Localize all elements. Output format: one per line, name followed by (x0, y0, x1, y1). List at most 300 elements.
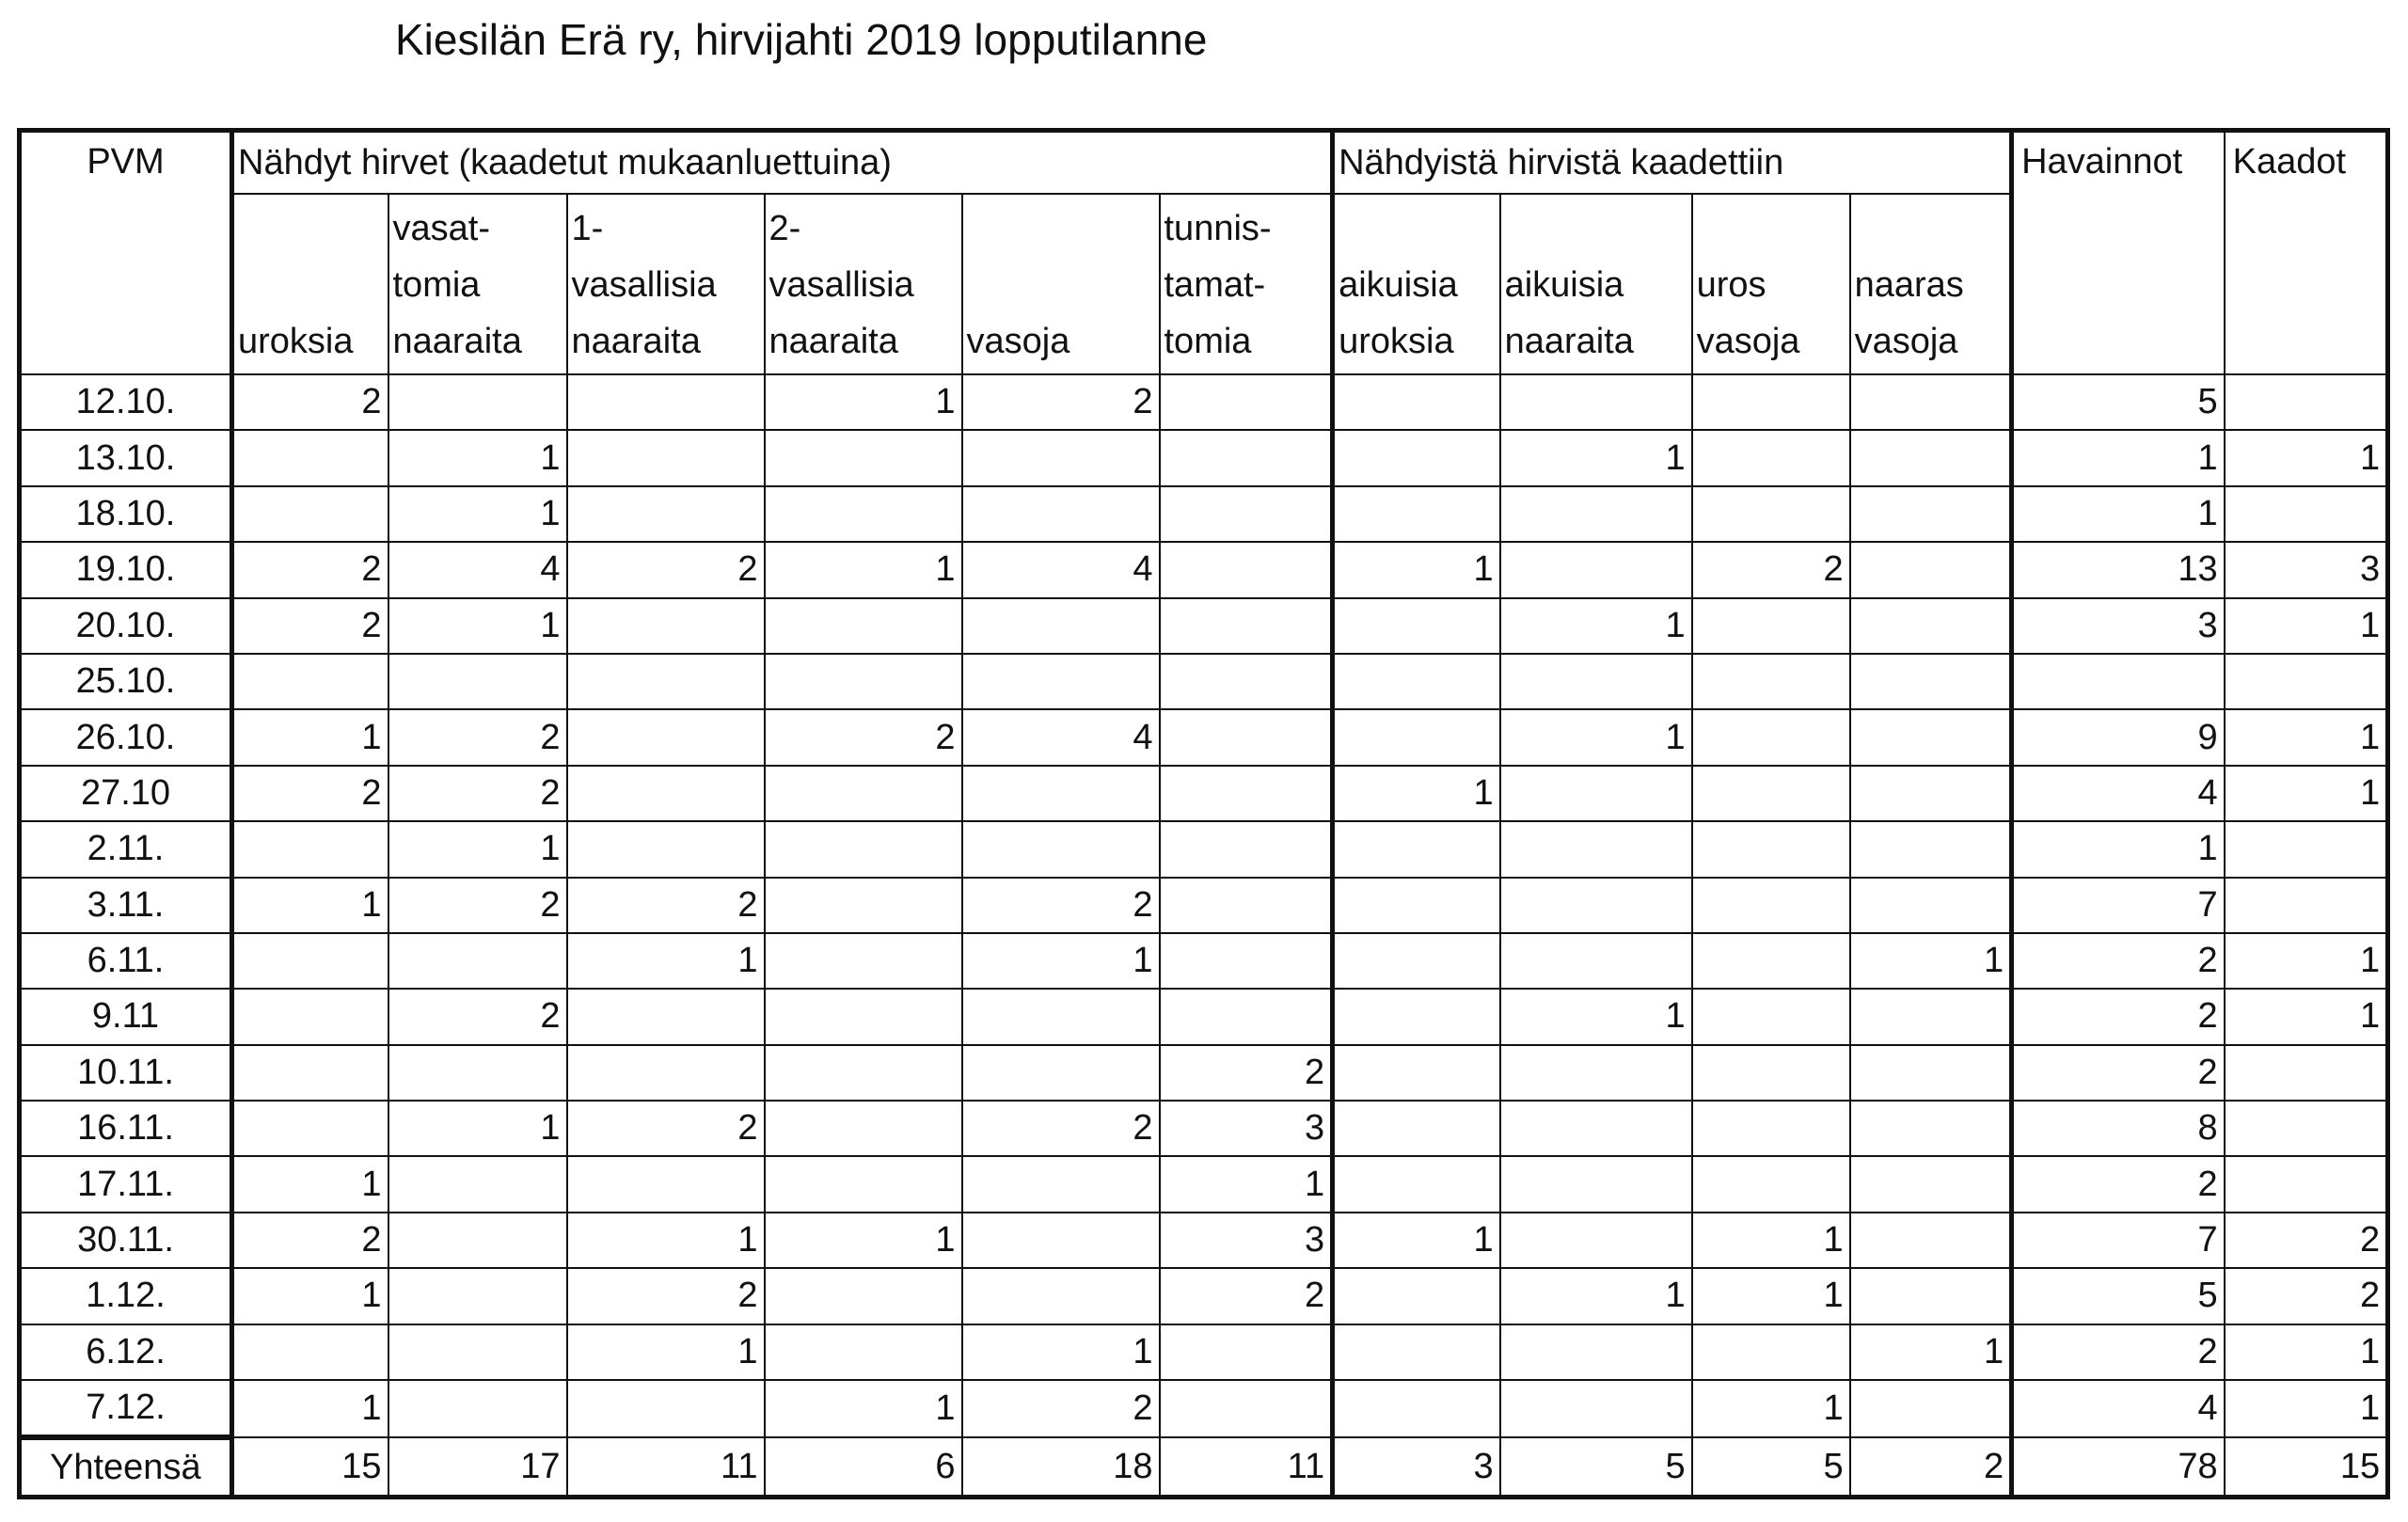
table-cell (567, 1156, 765, 1212)
header-kaadot: Kaadot (2225, 131, 2388, 375)
table-cell: 5 (2012, 1268, 2225, 1324)
table-cell: 78 (2012, 1437, 2225, 1498)
table-cell: 1 (2225, 1380, 2388, 1437)
table-cell (232, 821, 388, 877)
table-cell: 7 (2012, 878, 2225, 933)
table-cell: 1 (232, 1268, 388, 1324)
table-cell: 2 (232, 374, 388, 430)
table-cell: 2 (962, 1380, 1160, 1437)
table-cell: 1 (765, 542, 962, 597)
table-cell (1160, 1380, 1333, 1437)
table-cell (765, 1324, 962, 1380)
page-title: Kiesilän Erä ry, hirvijahti 2019 lopputilanne (395, 15, 1208, 64)
table-cell: 2 (2012, 933, 2225, 989)
table-cell: 3 (1160, 1101, 1333, 1156)
table-cell (1333, 1268, 1500, 1324)
table-cell (1850, 654, 2012, 709)
table-row (20, 486, 2388, 542)
header-seen-col-3 (567, 194, 765, 374)
table-cell: 15 (2225, 1437, 2388, 1498)
row-date: 10.11. (20, 1045, 232, 1101)
table-cell (1692, 374, 1850, 430)
table-row (20, 598, 2388, 654)
header-seen-col-2 (388, 194, 567, 374)
table-cell: 5 (2012, 374, 2225, 430)
table-cell: 1 (765, 1213, 962, 1268)
table-cell (1333, 1101, 1500, 1156)
table-cell (567, 709, 765, 765)
table-cell (388, 1156, 567, 1212)
table-cell (1160, 821, 1333, 877)
table-cell (1500, 542, 1692, 597)
row-date: 12.10. (20, 374, 232, 430)
table-cell (1500, 1156, 1692, 1212)
table-cell: 4 (962, 709, 1160, 765)
table-row (20, 1045, 2388, 1101)
table-cell (962, 598, 1160, 654)
table-cell (2225, 654, 2388, 709)
table-row (20, 374, 2388, 430)
table-cell (1333, 709, 1500, 765)
table-cell: 2 (962, 1101, 1160, 1156)
table-cell (1692, 989, 1850, 1044)
table-cell (1500, 1213, 1692, 1268)
table-cell (1160, 486, 1333, 542)
table-cell: 1 (962, 933, 1160, 989)
table-cell (765, 766, 962, 821)
table-cell: 9 (2012, 709, 2225, 765)
table-cell (1333, 878, 1500, 933)
table-cell: 3 (2225, 542, 2388, 597)
table-cell: 1 (2012, 486, 2225, 542)
table-cell (962, 1045, 1160, 1101)
table-cell (1692, 1156, 1850, 1212)
table-cell: 2 (962, 878, 1160, 933)
table-cell: 1 (1333, 766, 1500, 821)
table-cell (1692, 933, 1850, 989)
table-cell (567, 374, 765, 430)
header-killed-col-3-line-1: uros (1696, 265, 1766, 305)
total-row (20, 1437, 2388, 1498)
header-seen-col-2-line-2: tomia (392, 265, 481, 305)
table-cell: 1 (1500, 430, 1692, 485)
table-cell (232, 933, 388, 989)
header-group-killed: Nähdyistä hirvistä kaadettiin (1333, 131, 2012, 195)
row-date: 1.12. (20, 1268, 232, 1324)
table-cell (1333, 430, 1500, 485)
header-seen-col-4-line-2: vasallisia (768, 265, 914, 305)
table-cell: 1 (765, 374, 962, 430)
table-cell (388, 654, 567, 709)
table-cell (962, 430, 1160, 485)
table-cell: 1 (388, 598, 567, 654)
header-pvm: PVM (20, 131, 232, 375)
table-cell (1692, 821, 1850, 877)
table-cell (2225, 1101, 2388, 1156)
table-cell: 1 (2225, 709, 2388, 765)
row-date: 13.10. (20, 430, 232, 485)
table-cell (232, 430, 388, 485)
table-cell: 1 (2225, 933, 2388, 989)
table-row (20, 989, 2388, 1044)
table-cell (1160, 542, 1333, 597)
table-cell: 1 (567, 1213, 765, 1268)
table-cell: 2 (567, 1268, 765, 1324)
table-cell (962, 1268, 1160, 1324)
table-row (20, 654, 2388, 709)
table-cell: 1 (1850, 1324, 2012, 1380)
row-date: 18.10. (20, 486, 232, 542)
table-cell (1500, 878, 1692, 933)
table-cell (232, 1101, 388, 1156)
table-cell (1333, 654, 1500, 709)
table-cell: 1 (765, 1380, 962, 1437)
table-cell: 2 (388, 878, 567, 933)
table-cell: 1 (232, 878, 388, 933)
table-cell: 1 (567, 1324, 765, 1380)
table-row (20, 542, 2388, 597)
table-row (20, 878, 2388, 933)
header-seen-col-5 (962, 194, 1160, 374)
table-cell (1500, 486, 1692, 542)
table-cell (2225, 878, 2388, 933)
table-cell (765, 989, 962, 1044)
header-seen-col-4-line-3: naaraita (768, 322, 898, 361)
table-cell: 1 (1500, 1268, 1692, 1324)
table-cell (2225, 821, 2388, 877)
table-cell: 1 (1333, 542, 1500, 597)
table-cell: 2 (388, 766, 567, 821)
row-date: 30.11. (20, 1213, 232, 1268)
table-cell (1500, 1045, 1692, 1101)
table-cell: 1 (1500, 709, 1692, 765)
table-cell (1850, 486, 2012, 542)
table-cell (388, 933, 567, 989)
row-date: 16.11. (20, 1101, 232, 1156)
table-cell: 2 (232, 542, 388, 597)
row-date: 25.10. (20, 654, 232, 709)
table-row (20, 933, 2388, 989)
header-killed-col-3 (1692, 194, 1850, 374)
table-cell (2225, 374, 2388, 430)
table-cell (1160, 933, 1333, 989)
table-cell (1692, 766, 1850, 821)
row-date: 17.11. (20, 1156, 232, 1212)
table-cell: 2 (1160, 1268, 1333, 1324)
table-cell: 2 (2012, 1045, 2225, 1101)
row-date: 26.10. (20, 709, 232, 765)
table-cell: 8 (2012, 1101, 2225, 1156)
table-cell (1850, 1213, 2012, 1268)
table-cell (1333, 821, 1500, 877)
table-cell (1333, 1156, 1500, 1212)
row-date: 3.11. (20, 878, 232, 933)
table-cell (765, 1156, 962, 1212)
table-cell (1160, 374, 1333, 430)
table-cell (765, 430, 962, 485)
total-label: Yhteensä (20, 1437, 232, 1498)
table-cell (567, 989, 765, 1044)
table-cell (1500, 1380, 1692, 1437)
table-cell (962, 1156, 1160, 1212)
table-cell (1692, 486, 1850, 542)
table-cell: 1 (2012, 821, 2225, 877)
table-cell: 4 (388, 542, 567, 597)
table-cell: 1 (232, 709, 388, 765)
table-cell: 2 (765, 709, 962, 765)
table-cell: 2 (962, 374, 1160, 430)
table-cell (1333, 374, 1500, 430)
table-cell (1160, 766, 1333, 821)
table-cell: 13 (2012, 542, 2225, 597)
row-date: 7.12. (20, 1380, 232, 1437)
table-cell (567, 430, 765, 485)
table-cell: 4 (2012, 1380, 2225, 1437)
row-date: 6.11. (20, 933, 232, 989)
table-cell: 2 (388, 989, 567, 1044)
table-cell (388, 1324, 567, 1380)
table-cell (1850, 374, 2012, 430)
table-cell (388, 374, 567, 430)
table-cell (1850, 1101, 2012, 1156)
table-cell (1850, 821, 2012, 877)
table-cell (567, 654, 765, 709)
table-cell (765, 878, 962, 933)
header-seen-col-5-line-1: vasoja (966, 322, 1070, 361)
table-cell (2225, 1045, 2388, 1101)
table-cell (1850, 989, 2012, 1044)
table-cell (232, 989, 388, 1044)
header-killed-col-4-line-1: naaras (1854, 265, 1964, 305)
table-cell: 2 (567, 878, 765, 933)
table-cell: 11 (567, 1437, 765, 1498)
table-cell (388, 1380, 567, 1437)
table-cell: 1 (2225, 766, 2388, 821)
table-cell: 3 (1333, 1437, 1500, 1498)
header-seen-col-6-line-1: tunnis- (1164, 209, 1272, 248)
table-cell (1692, 1101, 1850, 1156)
table-cell: 7 (2012, 1213, 2225, 1268)
header-seen-col-3-line-2: vasallisia (571, 265, 717, 305)
table-cell: 1 (1850, 933, 2012, 989)
table-cell (962, 989, 1160, 1044)
row-date: 9.11 (20, 989, 232, 1044)
table-cell (765, 1045, 962, 1101)
header-seen-col-3-line-3: naaraita (571, 322, 701, 361)
header-killed-col-2-line-1: aikuisia (1504, 265, 1624, 305)
table-cell: 2 (2012, 1156, 2225, 1212)
table-cell (1333, 989, 1500, 1044)
table-cell: 1 (388, 430, 567, 485)
table-row (20, 821, 2388, 877)
table-cell: 1 (388, 821, 567, 877)
table-cell (567, 766, 765, 821)
table-cell (962, 766, 1160, 821)
table-row (20, 1380, 2388, 1437)
table-cell (765, 821, 962, 877)
table-cell (1692, 878, 1850, 933)
row-date: 2.11. (20, 821, 232, 877)
table-cell (1850, 598, 2012, 654)
table-cell (388, 1045, 567, 1101)
table-cell: 1 (1500, 598, 1692, 654)
table-cell: 1 (1692, 1380, 1850, 1437)
header-killed-col-4-line-2: vasoja (1854, 322, 1958, 361)
hunt-table (17, 128, 2390, 1499)
table-cell: 2 (232, 766, 388, 821)
header-seen-col-3-line-1: 1- (571, 209, 604, 248)
table-cell (1692, 1045, 1850, 1101)
table-cell (1333, 486, 1500, 542)
table-cell (567, 821, 765, 877)
table-cell (1850, 878, 2012, 933)
table-cell (1850, 1156, 2012, 1212)
header-seen-col-2-line-3: naaraita (392, 322, 522, 361)
table-cell: 3 (2012, 598, 2225, 654)
table-cell: 11 (1160, 1437, 1333, 1498)
table-cell (232, 654, 388, 709)
header-seen-col-2-line-1: vasat- (392, 209, 490, 248)
table-cell: 1 (2225, 598, 2388, 654)
table-cell (2225, 486, 2388, 542)
table-cell (765, 598, 962, 654)
table-cell (1160, 598, 1333, 654)
table-cell (2012, 654, 2225, 709)
table-cell: 2 (567, 542, 765, 597)
table-cell: 1 (1160, 1156, 1333, 1212)
table-cell (1692, 709, 1850, 765)
table-cell: 2 (232, 598, 388, 654)
table-cell (1333, 598, 1500, 654)
header-seen-col-6-line-3: tomia (1164, 322, 1252, 361)
table-cell (2225, 1156, 2388, 1212)
table-cell: 1 (1333, 1213, 1500, 1268)
table-cell: 2 (567, 1101, 765, 1156)
table-cell (567, 486, 765, 542)
table-cell: 1 (2225, 1324, 2388, 1380)
table-cell (1850, 709, 2012, 765)
header-killed-col-1-line-1: aikuisia (1339, 265, 1458, 305)
table-cell: 5 (1692, 1437, 1850, 1498)
table-cell: 1 (232, 1156, 388, 1212)
table-row (20, 766, 2388, 821)
table-cell (765, 486, 962, 542)
table-cell: 2 (1160, 1045, 1333, 1101)
table-cell (1160, 709, 1333, 765)
table-cell (1692, 1324, 1850, 1380)
table-cell (1333, 1324, 1500, 1380)
table-cell: 1 (962, 1324, 1160, 1380)
table-cell: 1 (1500, 989, 1692, 1044)
row-date: 6.12. (20, 1324, 232, 1380)
table-row (20, 1213, 2388, 1268)
table-cell (1850, 1045, 2012, 1101)
table-cell (1850, 1268, 2012, 1324)
table-cell: 1 (567, 933, 765, 989)
table-cell (1850, 430, 2012, 485)
table-cell: 2 (2225, 1213, 2388, 1268)
table-cell: 1 (1692, 1213, 1850, 1268)
table-cell (765, 1101, 962, 1156)
table-cell (765, 1268, 962, 1324)
header-seen-col-4 (765, 194, 962, 374)
header-killed-col-2 (1500, 194, 1692, 374)
table-cell (1500, 1101, 1692, 1156)
table-cell: 2 (2225, 1268, 2388, 1324)
table-cell: 3 (1160, 1213, 1333, 1268)
table-cell (1500, 654, 1692, 709)
table-cell (1500, 374, 1692, 430)
table-cell (962, 486, 1160, 542)
table-cell (567, 598, 765, 654)
table-cell (1692, 430, 1850, 485)
table-cell: 2 (388, 709, 567, 765)
header-killed-col-1 (1333, 194, 1500, 374)
table-cell (1500, 933, 1692, 989)
table-cell (232, 486, 388, 542)
table-cell (1333, 1380, 1500, 1437)
header-killed-col-3-line-2: vasoja (1696, 322, 1800, 361)
header-killed-col-2-line-2: naaraita (1504, 322, 1634, 361)
table-cell (1692, 598, 1850, 654)
table-cell (1160, 878, 1333, 933)
table-cell: 2 (232, 1213, 388, 1268)
table-cell (962, 1213, 1160, 1268)
table-cell (765, 933, 962, 989)
table-cell (1692, 654, 1850, 709)
header-row-groups (20, 131, 2388, 195)
table-cell: 2 (2012, 1324, 2225, 1380)
table-cell (1160, 430, 1333, 485)
table-row (20, 1324, 2388, 1380)
table-cell (388, 1213, 567, 1268)
table-cell: 1 (2012, 430, 2225, 485)
row-date: 20.10. (20, 598, 232, 654)
table-cell: 4 (2012, 766, 2225, 821)
table-cell: 4 (962, 542, 1160, 597)
table-cell: 6 (765, 1437, 962, 1498)
table-cell (1500, 1324, 1692, 1380)
table-cell: 18 (962, 1437, 1160, 1498)
table-cell: 5 (1500, 1437, 1692, 1498)
table-row (20, 709, 2388, 765)
table-cell (1500, 766, 1692, 821)
table-cell: 1 (2225, 989, 2388, 1044)
header-group-seen: Nähdyt hirvet (kaadetut mukaanluettuina) (232, 131, 1333, 195)
table-cell (388, 1268, 567, 1324)
header-killed-col-4 (1850, 194, 2012, 374)
table-cell: 17 (388, 1437, 567, 1498)
table-cell: 2 (1850, 1437, 2012, 1498)
header-seen-col-1 (232, 194, 388, 374)
table-cell (1850, 542, 2012, 597)
table-cell: 1 (1692, 1268, 1850, 1324)
header-havainnot: Havainnot (2012, 131, 2225, 375)
table-cell: 15 (232, 1437, 388, 1498)
table-cell (232, 1324, 388, 1380)
row-date: 27.10 (20, 766, 232, 821)
table-row (20, 430, 2388, 485)
table-cell (1850, 1380, 2012, 1437)
table-row (20, 1268, 2388, 1324)
header-seen-col-6 (1160, 194, 1333, 374)
table-cell: 1 (388, 1101, 567, 1156)
table-cell: 1 (388, 486, 567, 542)
header-killed-col-1-line-2: uroksia (1339, 322, 1454, 361)
table-cell (1850, 766, 2012, 821)
table-cell (232, 1045, 388, 1101)
header-seen-col-6-line-2: tamat- (1164, 265, 1266, 305)
